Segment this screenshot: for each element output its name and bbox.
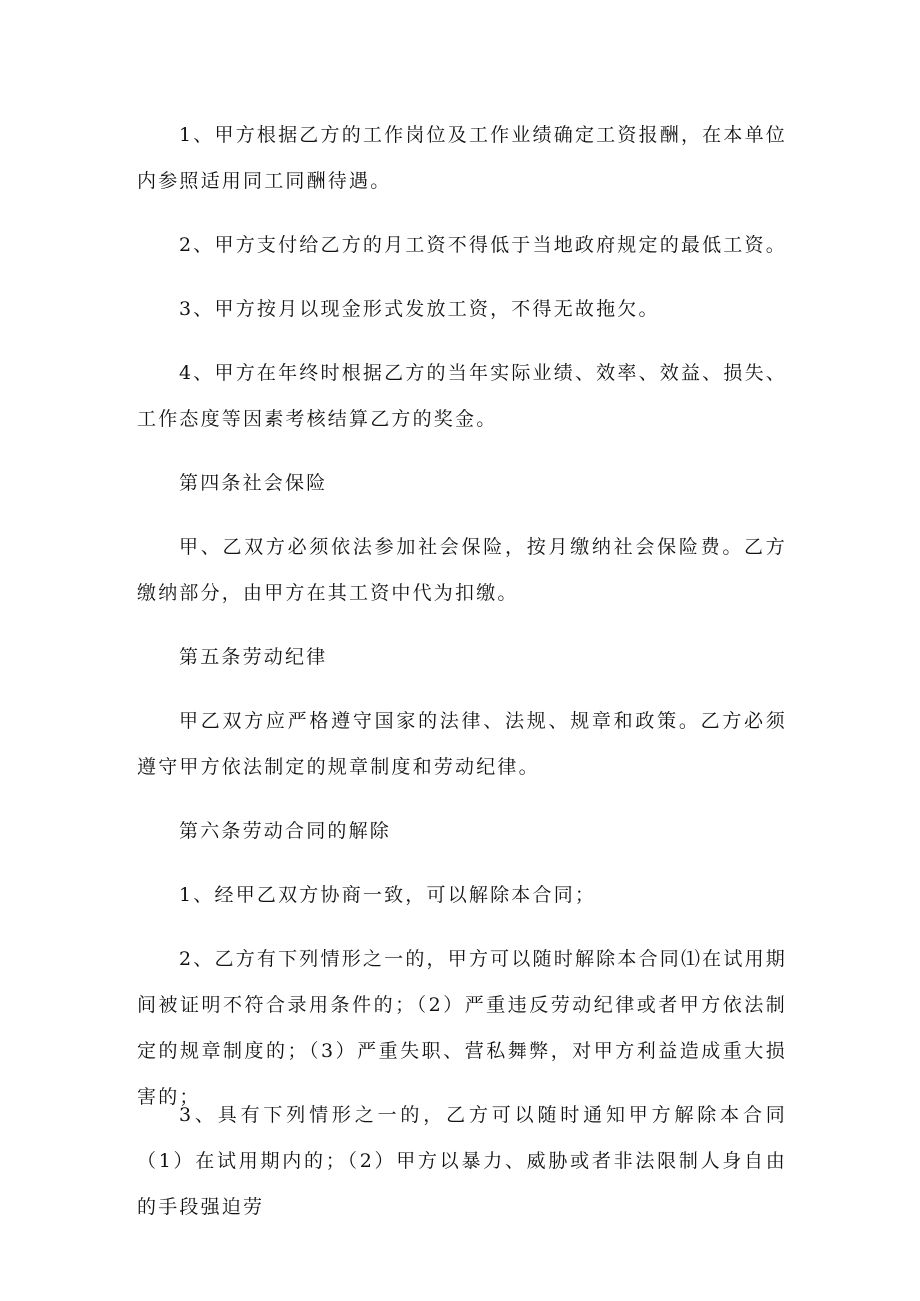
paragraph-employee-termination: 3、具有下列情形之一的，乙方可以随时通知甲方解除本合同（1）在试用期内的；（2）甲方以暴力、威胁或者非法限制人身自由的手段强迫劳 [137, 1104, 787, 1218]
paragraph-mutual-termination: 1、经甲乙双方协商一致，可以解除本合同； [179, 884, 597, 906]
paragraph-year-end-bonus: 4、甲方在年终时根据乙方的当年实际业绩、效率、效益、损失、工作态度等因素考核结算乙方的奖金。 [137, 362, 787, 430]
paragraph-cash-payment: 3、甲方按月以现金形式发放工资，不得无故拖欠。 [179, 298, 660, 320]
paragraph-minimum-wage: 2、甲方支付给乙方的月工资不得低于当地政府规定的最低工资。 [179, 234, 787, 256]
paragraph-labor-discipline: 甲乙双方应严格遵守国家的法律、法规、规章和政策。乙方必须遵守甲方依法制定的规章制度和劳动纪律。 [137, 710, 787, 778]
heading-article-6: 第六条劳动合同的解除 [179, 820, 392, 842]
heading-article-4: 第四条社会保险 [179, 472, 328, 494]
heading-article-5: 第五条劳动纪律 [179, 646, 328, 668]
paragraph-wage-basis: 1、甲方根据乙方的工作岗位及工作业绩确定工资报酬，在本单位内参照适用同工同酬待遇。 [137, 124, 787, 192]
paragraph-social-insurance: 甲、乙双方必须依法参加社会保险，按月缴纳社会保险费。乙方缴纳部分，由甲方在其工资中代为扣缴。 [137, 536, 787, 604]
paragraph-employer-termination: 2、乙方有下列情形之一的，甲方可以随时解除本合同⑴在试用期间被证明不符合录用条件的；（2）严重违反劳动纪律或者甲方依法制定的规章制度的；（3）严重失职、营私舞弊，对甲方利益造成重大损害的； [137, 948, 787, 1108]
